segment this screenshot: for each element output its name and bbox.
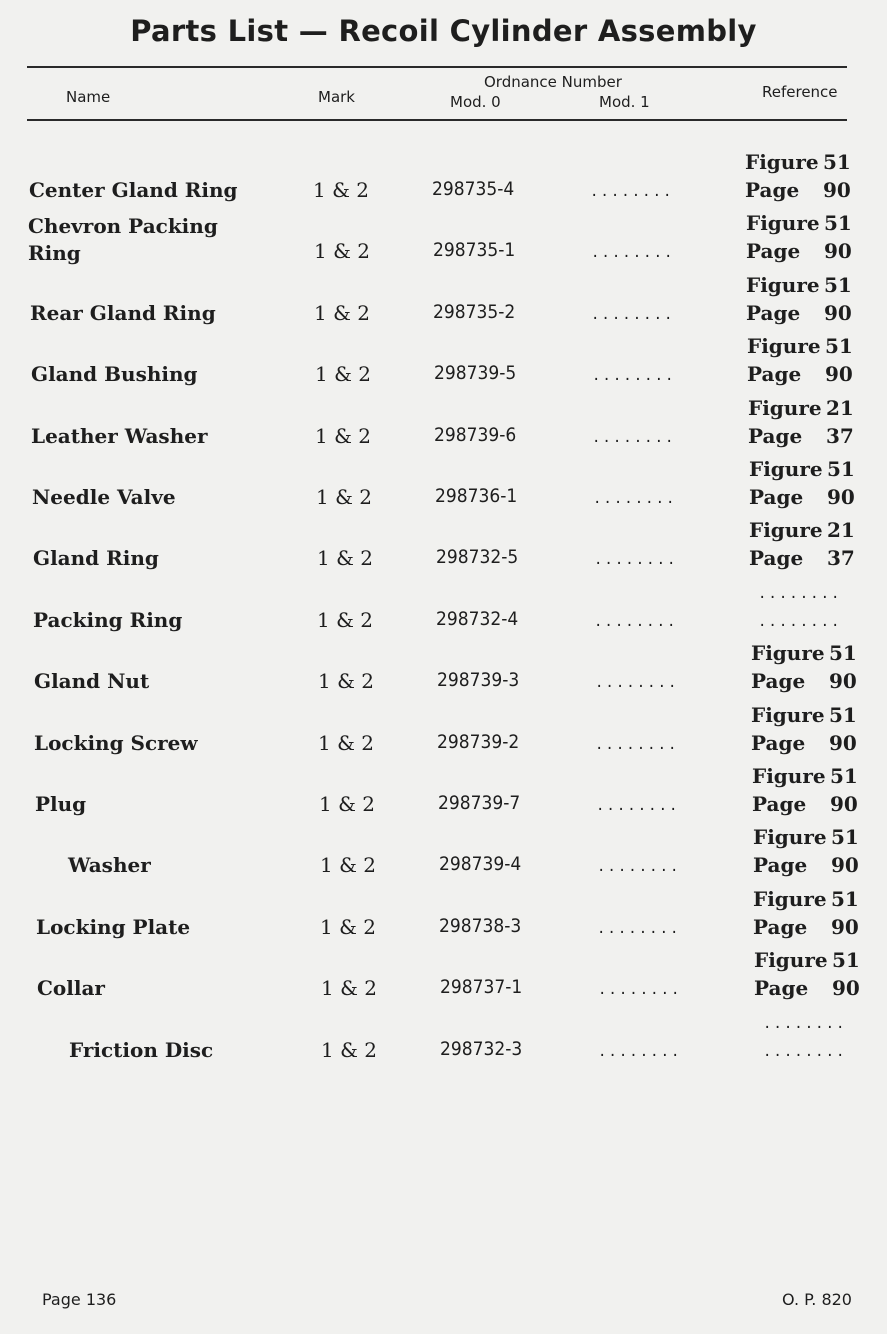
ordnance-number-mod-1: ........ [595,737,679,753]
reference-page-value: 90 [827,485,855,509]
reference-page-label: Page [749,485,804,509]
reference [752,762,858,818]
header-top-rule [27,66,847,68]
reference-page [745,176,851,204]
ordnance-number-mod-1: ........ [592,430,676,446]
reference-figure-label: Figure [748,396,822,420]
reference-page-label: Page [746,301,801,325]
part-mark: 1 & 2 [320,853,376,877]
table-row [0,148,887,208]
reference-page [747,360,853,388]
header-mark: Mark [318,88,355,106]
header-reference: Reference [762,83,838,101]
reference-page [753,851,859,879]
ordnance-number-mod-0: 298732-5 [436,546,519,568]
ordnance-number-mod-0: 298738-3 [439,915,522,937]
table-row [0,271,887,331]
reference [749,516,855,572]
part-name: Washer [68,853,151,877]
ordnance-number-mod-0: 298739-6 [434,424,517,446]
reference-page [751,729,857,757]
part-mark: 1 & 2 [321,976,377,1000]
reference-blank: ........ [758,614,842,630]
reference-page-label: Page [751,669,806,693]
part-mark: 1 & 2 [314,239,370,263]
reference-figure [752,762,858,790]
reference-figure-value: 21 [826,396,854,420]
reference-page [751,667,857,695]
reference-figure-value: 51 [832,948,860,972]
reference-page [748,422,854,450]
reference-figure-value: 51 [825,334,853,358]
reference-figure [751,639,857,667]
reference-blank: ........ [763,1016,847,1032]
reference [747,332,853,388]
table-row [0,946,887,1006]
ordnance-number-mod-1: ........ [596,798,680,814]
ordnance-number-mod-1: ........ [591,307,675,323]
reference-figure-label: Figure [749,518,823,542]
reference-page-label: Page [752,792,807,816]
reference-page [752,790,858,818]
header-ordnance-number: Ordnance Number [484,73,622,91]
footer-op-number: O. P. 820 [782,1290,852,1309]
part-mark: 1 & 2 [320,915,376,939]
reference-figure [747,332,853,360]
reference-figure-value: 51 [831,887,859,911]
reference-figure-value: 51 [824,273,852,297]
ordnance-number-mod-0: 298735-4 [432,178,515,200]
ordnance-number-mod-1: ........ [594,614,678,630]
reference-page-label: Page [745,178,800,202]
reference [746,209,852,265]
table-row [0,394,887,454]
reference-page-value: 90 [831,853,859,877]
reference-page-label: Page [751,731,806,755]
reference-figure [745,148,851,176]
part-name: Leather Washer [31,424,208,448]
part-name: Plug [35,792,87,816]
reference-blank: ........ [758,586,842,602]
reference-page-value: 90 [823,178,851,202]
part-name: Gland Nut [34,669,150,693]
header-name: Name [66,88,111,106]
reference-figure-label: Figure [745,150,819,174]
part-name: Gland Bushing [31,362,198,386]
reference-figure-value: 51 [823,150,851,174]
table-row [0,455,887,515]
reference-page [746,237,852,265]
ordnance-number-mod-1: ........ [598,1044,682,1060]
reference-figure [751,701,857,729]
ordnance-number-mod-0: 298735-2 [433,301,516,323]
ordnance-number-mod-0: 298732-4 [436,608,519,630]
ordnance-number-mod-0: 298739-4 [439,853,522,875]
part-mark: 1 & 2 [318,731,374,755]
part-name: Gland Ring [33,546,159,570]
page-title: Parts List — Recoil Cylinder Assembly [130,14,757,48]
reference-figure-value: 51 [829,703,857,727]
footer-page-number: Page 136 [42,1290,117,1309]
ordnance-number-mod-0: 298739-2 [437,731,520,753]
reference [754,946,860,1002]
ordnance-number-mod-0: 298732-3 [440,1038,523,1060]
reference-figure-value: 51 [824,211,852,235]
reference-page [746,299,852,327]
table-row [0,823,887,883]
reference-page-label: Page [753,853,808,877]
reference-figure [746,209,852,237]
reference-figure [746,271,852,299]
reference [748,394,854,450]
reference-figure-label: Figure [754,948,828,972]
reference [749,455,855,511]
reference-page-value: 90 [832,976,860,1000]
part-mark: 1 & 2 [321,1038,377,1062]
reference-page-label: Page [747,362,802,386]
reference-figure-label: Figure [746,211,820,235]
table-row [0,885,887,945]
table-row [0,516,887,576]
reference-figure [753,823,859,851]
reference-figure-value: 51 [830,764,858,788]
part-mark: 1 & 2 [317,546,373,570]
reference-figure-value: 21 [827,518,855,542]
reference-figure [754,946,860,974]
reference-page-label: Page [754,976,809,1000]
ordnance-number-mod-1: ........ [592,368,676,384]
part-name: Locking Plate [36,915,191,939]
reference-page-value: 90 [824,301,852,325]
reference-figure [749,516,855,544]
reference-figure-label: Figure [751,641,825,665]
reference [746,271,852,327]
ordnance-number-mod-1: ........ [597,921,681,937]
reference-figure-value: 51 [831,825,859,849]
part-mark: 1 & 2 [315,362,371,386]
reference [753,885,859,941]
table-row [0,639,887,699]
reference-page-label: Page [749,546,804,570]
reference-page [754,974,860,1002]
reference-page-value: 90 [824,239,852,263]
reference-page-value: 90 [829,731,857,755]
part-name: Collar [37,976,105,1000]
ordnance-number-mod-0: 298739-5 [434,362,517,384]
reference-page-label: Page [748,424,803,448]
reference-figure-label: Figure [751,703,825,727]
reference-page-value: 90 [825,362,853,386]
reference-figure-label: Figure [752,764,826,788]
ordnance-number-mod-0: 298736-1 [435,485,518,507]
header-mod-1: Mod. 1 [599,93,650,111]
table-row [0,1008,887,1068]
part-mark: 1 & 2 [317,608,373,632]
ordnance-number-mod-0: 298737-1 [440,976,523,998]
ordnance-number-mod-1: ........ [598,982,682,998]
ordnance-number-mod-1: ........ [591,245,675,261]
reference-figure-label: Figure [747,334,821,358]
reference-page-value: 37 [827,546,855,570]
ordnance-number-mod-1: ........ [594,552,678,568]
table-row [0,209,887,269]
ordnance-number-mod-0: 298735-1 [433,239,516,261]
part-mark: 1 & 2 [316,485,372,509]
reference-page [749,544,855,572]
reference-figure [749,455,855,483]
ordnance-number-mod-1: ........ [595,675,679,691]
table-row [0,578,887,638]
reference [745,148,851,204]
part-mark: 1 & 2 [313,178,369,202]
part-name: Rear Gland Ring [30,301,216,325]
part-name: Locking Screw [34,731,198,755]
reference-page-value: 90 [830,792,858,816]
reference [753,823,859,879]
reference-figure [748,394,854,422]
reference-figure-value: 51 [827,457,855,481]
part-name: Packing Ring [33,608,183,632]
reference-figure [753,885,859,913]
reference-figure-label: Figure [753,887,827,911]
reference-figure-label: Figure [746,273,820,297]
part-name: Needle Valve [32,485,176,509]
reference-figure-label: Figure [753,825,827,849]
reference [751,701,857,757]
reference-page-label: Page [746,239,801,263]
table-row [0,701,887,761]
reference-page [753,913,859,941]
part-name: Friction Disc [69,1038,214,1062]
ordnance-number-mod-1: ........ [593,491,677,507]
reference-blank: ........ [763,1044,847,1060]
ordnance-number-mod-0: 298739-7 [438,792,521,814]
part-mark: 1 & 2 [314,301,370,325]
part-mark: 1 & 2 [315,424,371,448]
reference-page-value: 90 [831,915,859,939]
ordnance-number-mod-1: ........ [590,184,674,200]
reference-page [749,483,855,511]
ordnance-number-mod-0: 298739-3 [437,669,520,691]
reference [751,639,857,695]
header-mod-0: Mod. 0 [450,93,501,111]
reference-page-label: Page [753,915,808,939]
table-row [0,332,887,392]
part-mark: 1 & 2 [318,669,374,693]
reference-page-value: 37 [826,424,854,448]
reference-figure-label: Figure [749,457,823,481]
part-name: Chevron Packing Ring [28,214,218,265]
part-mark: 1 & 2 [319,792,375,816]
ordnance-number-mod-1: ........ [597,859,681,875]
header-bottom-rule [27,119,847,121]
part-name: Center Gland Ring [29,178,238,202]
reference-page-value: 90 [829,669,857,693]
table-row [0,762,887,822]
reference-figure-value: 51 [829,641,857,665]
